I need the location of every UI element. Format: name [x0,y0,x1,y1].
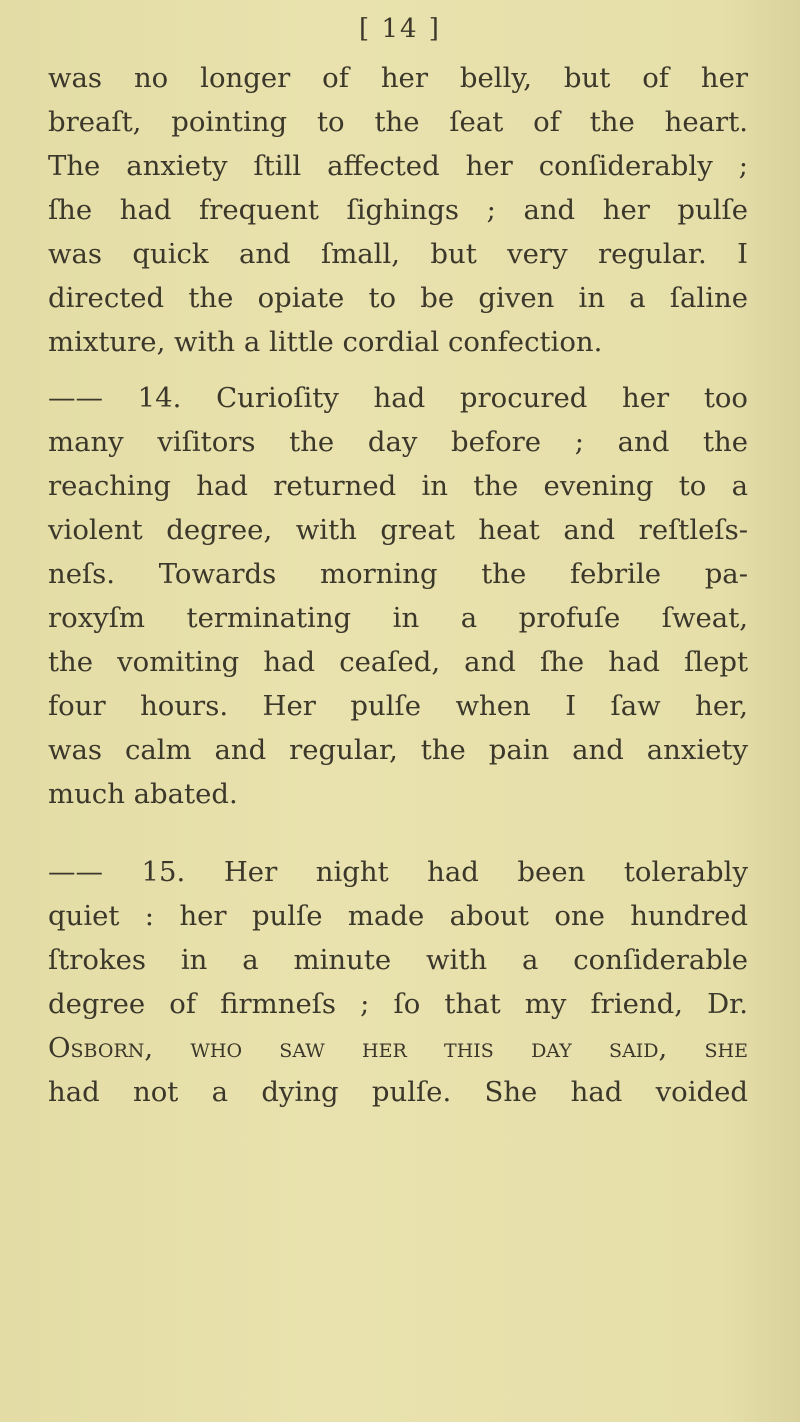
text-line: was calm and regular, the pain and anxiety [48,734,748,766]
text-line: ſhe had frequent ſighings ; and her pulſe [48,194,748,226]
text-line: quiet : her pulſe made about one hundred [48,900,748,932]
text-line: degree of firmneſs ; ſo that my friend, Dr. [48,988,748,1020]
text-line: was quick and ſmall, but very regular. I [48,238,748,270]
text-line: mixture, with a little cordial confection. [48,326,603,358]
text-line: reaching had returned in the evening to a [48,470,748,502]
text-line: —— 14. Curioſity had procured her too [48,382,748,414]
text-line: ſtrokes in a minute with a conſiderable [48,944,748,976]
text-line: many viſitors the day before ; and the [48,426,748,458]
text-line: directed the opiate to be given in a ſaline [48,282,748,314]
text-line: neſs. Towards morning the febrile pa- [48,558,748,590]
text-line: had not a dying pulſe. She had voided [48,1076,748,1108]
text-line: violent degree, with great heat and reſtleſs- [48,514,748,546]
text-line: the vomiting had ceaſed, and ſhe had ſlept [48,646,748,678]
text-line: —— 15. Her night had been tolerably [48,856,748,888]
text-line: roxyſm terminating in a profuſe ſweat, [48,602,748,634]
page-number: [ 14 ] [359,14,441,44]
text-line: was no longer of her belly, but of her [48,62,748,94]
text-line: Osborn, who ſaw her this day ſaid, ſhe [48,1032,748,1064]
text-line: breaſt, pointing to the ſeat of the heart. [48,106,748,138]
text-line: The anxiety ſtill affected her conſiderably ; [48,150,748,182]
text-line: much abated. [48,778,238,810]
text-line: four hours. Her pulſe when I ſaw her, [48,690,748,722]
